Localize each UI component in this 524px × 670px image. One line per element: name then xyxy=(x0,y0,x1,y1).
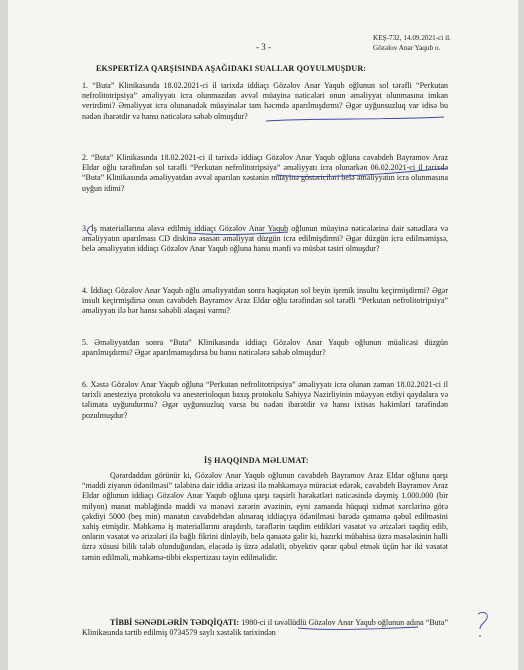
case-ref-person: Gözəlov Anar Yaqub o. xyxy=(373,44,441,52)
question-4: 4. İddiaçı Gözəlov Anar Yaqub oğlu əməliyyatdan sonra həqiqətən sol beyin işemik insultu keçirmişdirmi? Əgər insult keçirmişdirsə onun cavabdeh Bayramov Araz Eldar oğlu tərəfindən sol tərəfli “Perkutan nefrolitotripsiya” əməliyyatı ilə hər hansı səbəbli əlaqəsi varmı? xyxy=(82,286,448,316)
question-2: 2. “Buta” Klinikasında 18.02.2021-ci il tarixdə iddiaçı Gözəlov Anar Yaqub oğluna cavabdeh Bayramov Araz Eldar oğlu tərəfindən sol tərəfli “Perkutan nefrolitotripsiya” əməliyyatı icra olunarkən 06.02.2021-ci il tarixdə “Buta” Klinikasında əməliyyatdan əvvəl aparılan xəstənin müayinə göstəriciləri belə əməliyyatın icra olunmasına uyğun idimi? xyxy=(82,153,448,193)
case-reference xyxy=(373,33,451,53)
document-page xyxy=(8,0,518,670)
medical-docs-paragraph xyxy=(82,618,448,638)
pen-question-mark xyxy=(478,612,487,637)
medical-docs-text: 1980-ci il təvəllüdlü Gözəlov Anar Yaqub oğlunun adına “Buta” Klinikasında tərtib edilmiş 0734579 saylı xəstəlik tarixindən xyxy=(82,618,449,638)
question-5: 5. Əməliyyatdan sonra “Buta” Klinikasında iddiaçı Gözəlov Anar Yaqub oğlunun müalicəsi düzgün aparılmışdırmı? Əgər aparılmamışdırsa bu hansı nəticələrə səbəb olmuşdur? xyxy=(82,338,448,358)
question-6: 6. Xəstə Gözəlov Anar Yaqub oğluna “Perkutan nefrolitotripsiya” əməliyyatı icra olunan zaman 18.02.2021-ci il tarixli anesteziya protokolu və anesterioloqun baxış protokolu Səhiyyə Nazirliyinin müəyyən etdiyi qaydalara və təlimata uyğundurmu? Əgər uyğunsuzluq varsa bu nədən ibarətdir və hansı ixtisas həkimləri tərəfindən pozulmuşdur? xyxy=(82,380,448,420)
page-number: - 3 - xyxy=(256,42,271,52)
medical-docs-heading: TİBBİ SƏNƏDLƏRİN TƏDQİQATI: xyxy=(110,618,240,627)
case-info-heading: İŞ HAQQINDA MƏLUMAT: xyxy=(204,456,309,465)
case-info-paragraph: Qərardaddan görünür ki, Gözəlov Anar Yaqub oğlunun cavabdeh Bayramov Araz Eldar oğluna qarşı “maddi ziyanın ödənilməsi” tələbinə dair iddia ərizəsi ilə məhkəməyə müraciət edərək, cavabdeh Bayramov Araz Eldar oğlunun iddiaçı Gözəlov Anar Yaqub oğluna qarşı təqsirli hərəkətləri nəticəsində dəymiş 1.000.000 (bir milyon) manat məbləğində maddi və mənəvi zərərin əvəzinin, eyni zamanda hüquqi xidmət xərclərinə görə çəkdiyi 5000 (beş min) manatın cavabdehdən alınaraq iddiaçıya ödənilməsi barədə qətnamə qəbul edilməsini xahiş etmişdir. Məhkəmə iş materiallarını araşdırıb, tərəflərin təqdim etdikləri vəsatət və ərizələri təqdiq edib, onların vəsatət və ərizələri ilə bağlı fikrini dinləyib, belə qənaətə gəlir ki, hazırki mübahisə üzrə məsələsinin halli üzrə xüsusi bilik tələb olunduğundan, elacədə iş üzrə ədalətli, obyektiv qərar qəbul etmək üçün hər iki vəsatət təmin edilməli, məhkəmə-tibbi ekspertizası təyin edilməlidir. xyxy=(82,471,448,562)
case-ref-number: KEŞ-732, 14.09.2021-ci il. xyxy=(373,34,451,42)
question-1: 1. “Buta” Klinikasında 18.02.2021-ci il tarixdə iddiaçı Gözəlov Anar Yaqub oğlunun sol tərəfli “Perkutan nefrolitotripsiya” əməliyyatı icra olunmazdan əvvəl müayinə nəticələri onun əməliyyat olunmasına imkan verirdimi? Əməliyyat icra olunanadək müayinələr tam həcmdə aparılmışdırmı? Əgər uyğunsuzluq var idisə bu nədən ibarətdir və hansı nəticələrə səbəb olmuşdur? xyxy=(82,81,448,121)
question-3: 3. İş materiallarına əlavə edilmiş iddiaçı Gözəlov Anar Yaqub oğlunun müayinə nəticələrinə dair sənədlərə və əməliyyatın aparılması CD diskinə əsasən əməliyyat düzgün icra edilmişdirmi? Əgər düzgün icra edilməmişsə, belə əməliyyatın iddiaçı Gözəlov Anar Yaqub oğluna hansı mənfi və müsbət təsiri olmuşdur? xyxy=(82,224,448,254)
questions-heading: EKSPERTİZA QARŞISINDA AŞAĞIDAKI SUALLAR QOYULMUŞDUR: xyxy=(96,64,367,73)
